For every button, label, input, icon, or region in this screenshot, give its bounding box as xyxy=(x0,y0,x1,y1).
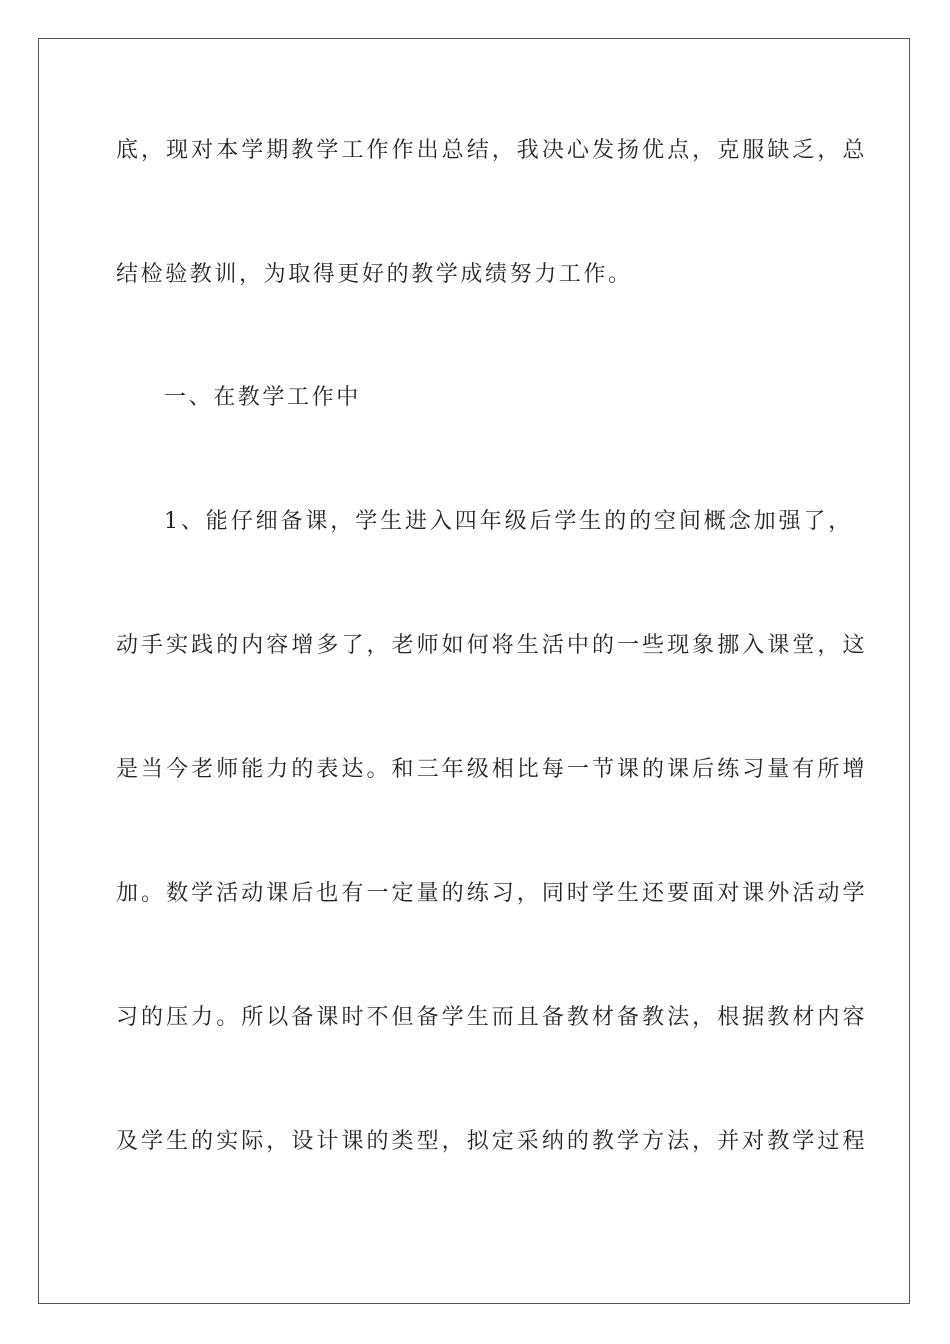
section-heading: 一、在教学工作中 xyxy=(164,385,361,410)
text-line-7: 加。数学活动课后也有一定量的练习，同时学生还要面对课外活动学 xyxy=(116,881,868,906)
text-line-9: 及学生的实际，设计课的类型，拟定采纳的教学方法，并对教学过程 xyxy=(116,1129,868,1154)
text-line-4: 1、能仔细备课，学生进入四年级后学生的的空间概念加强了， xyxy=(164,509,854,534)
page-frame xyxy=(38,38,910,1304)
text-line-1: 底，现对本学期教学工作作出总结，我决心发扬优点，克服缺乏，总 xyxy=(116,138,868,163)
text-line-5: 动手实践的内容增多了，老师如何将生活中的一些现象挪入课堂，这 xyxy=(116,633,868,658)
text-line-2: 结检验教训，为取得更好的教学成绩努力工作。 xyxy=(116,262,633,287)
text-line-8: 习的压力。所以备课时不但备学生而且备教材备教法，根据教材内容 xyxy=(116,1005,868,1030)
text-line-6: 是当今老师能力的表达。和三年级相比每一节课的课后练习量有所增 xyxy=(116,757,868,782)
